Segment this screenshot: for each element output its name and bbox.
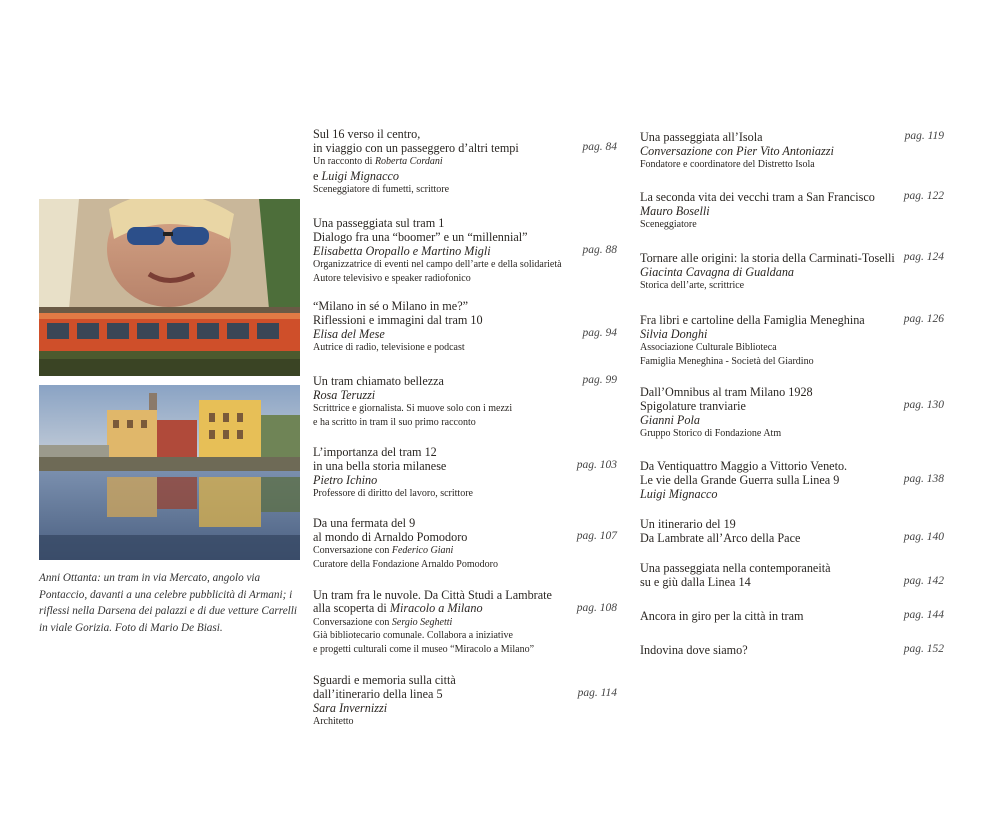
toc-entry xyxy=(313,127,617,196)
toc-author: Rosa Teruzzi xyxy=(313,388,376,402)
toc-description: Famiglia Meneghina - Società del Giardino xyxy=(640,355,814,367)
toc-description: Autore televisivo e speaker radiofonico xyxy=(313,272,471,284)
toc-description: Organizzatrice di eventi nel campo dell’arte e della solidarietà xyxy=(313,259,562,270)
toc-author: Gianni Pola xyxy=(640,413,700,427)
toc-description: Storica dell’arte, scrittrice xyxy=(640,280,745,291)
toc-title-line: Tornare alle origini: la storia della Carminati-Toselli xyxy=(640,251,895,265)
toc-page-number: pag. 124 xyxy=(903,251,944,263)
toc-entry xyxy=(313,299,617,355)
toc-description: Gruppo Storico di Fondazione Atm xyxy=(640,428,782,439)
toc-title-line: Indovina dove siamo? xyxy=(640,643,748,657)
toc-page-number: pag. 107 xyxy=(576,530,617,542)
toc-description: Professore di diritto del lavoro, scrittore xyxy=(313,488,473,499)
toc-text-prefix: Conversazione con xyxy=(313,616,392,628)
toc-description: Curatore della Fondazione Arnaldo Pomodoro xyxy=(313,558,498,570)
toc-text-prefix: alla scoperta di xyxy=(313,601,390,615)
toc-entry xyxy=(640,251,944,293)
toc-entry xyxy=(640,643,944,657)
toc-title-line: Ancora in giro per la città in tram xyxy=(640,609,804,623)
toc-entry xyxy=(640,561,944,589)
toc-page-number: pag. 94 xyxy=(582,327,617,339)
toc-description: e progetti culturali come il museo “Miracolo a Milano” xyxy=(313,643,535,655)
toc-entry xyxy=(313,445,617,501)
toc-entry xyxy=(640,609,944,623)
toc-entry xyxy=(313,516,617,571)
toc-page-number: pag. 152 xyxy=(903,643,944,655)
toc-entry xyxy=(640,313,944,368)
toc-title-line: Una passeggiata nella contemporaneità xyxy=(640,561,831,575)
toc-italic-name: Luigi Mignacco xyxy=(321,168,399,183)
toc-page-number: pag. 84 xyxy=(582,141,617,153)
toc-title-line: “Milano in sé o Milano in me?” xyxy=(313,299,469,313)
toc-author: Sara Invernizzi xyxy=(313,701,388,715)
toc-description: Scrittrice e giornalista. Si muove solo con i mezzi xyxy=(313,403,513,414)
toc-author: Elisa del Mese xyxy=(313,327,385,341)
toc-title-line: Le vie della Grande Guerra sulla Linea 9 xyxy=(640,473,840,487)
toc-title-line: Un itinerario del 19 xyxy=(640,517,736,531)
toc-author: Giacinta Cavagna di Gualdana xyxy=(640,265,795,279)
toc-italic-name: Federico Giani xyxy=(391,545,454,556)
toc-title-line: Spigolature tranviarie xyxy=(640,399,746,413)
toc-entry xyxy=(313,216,617,285)
toc-author: Pietro Ichino xyxy=(313,473,378,487)
toc-text-prefix: Conversazione con xyxy=(313,545,392,556)
toc-author: Elisabetta Oropallo e Martino Migli xyxy=(313,244,491,258)
toc-title-line: Da Ventiquattro Maggio a Vittorio Veneto. xyxy=(640,459,848,473)
toc-title-line: in una bella storia milanese xyxy=(313,459,447,473)
toc-entry xyxy=(640,517,944,545)
toc-page-number: pag. 138 xyxy=(903,473,944,485)
toc-page-number: pag. 130 xyxy=(903,399,944,411)
toc-page-number: pag. 103 xyxy=(576,459,617,471)
toc-title-line: Una passeggiata sul tram 1 xyxy=(313,216,445,230)
toc-description xyxy=(313,602,617,616)
toc-description: Sceneggiatore xyxy=(640,219,697,230)
toc-entry xyxy=(313,673,617,729)
toc-title-line: La seconda vita dei vecchi tram a San Francisco xyxy=(640,190,875,204)
toc-title-line: Riflessioni e immagini dal tram 10 xyxy=(313,313,483,327)
toc-description xyxy=(313,616,617,630)
toc-page-number: pag. 108 xyxy=(576,602,617,614)
toc-entry xyxy=(313,374,617,429)
toc-author: Mauro Boselli xyxy=(640,204,710,218)
toc-title-line: Sul 16 verso il centro, xyxy=(313,127,421,141)
toc-text-prefix: Un racconto di xyxy=(313,156,375,167)
toc-description: Associazione Culturale Biblioteca xyxy=(640,342,777,353)
toc-entry xyxy=(313,588,617,656)
toc-description: Sceneggiatore di fumetti, scrittore xyxy=(313,183,450,195)
toc-italic-name: Sergio Seghetti xyxy=(391,616,453,628)
photo-tram-armani-billboard xyxy=(39,199,300,376)
toc-description: Fondatore e coordinatore del Distretto Isola xyxy=(640,159,815,170)
toc-title-line: L’importanza del tram 12 xyxy=(313,445,437,459)
toc-page-number: pag. 144 xyxy=(903,609,944,621)
photo-darsena-reflections xyxy=(39,385,300,560)
toc-description xyxy=(313,544,617,558)
toc-text-prefix: e xyxy=(313,168,322,183)
toc-title-line: Dall’Omnibus al tram Milano 1928 xyxy=(640,385,813,399)
toc-title-line: dall’itinerario della linea 5 xyxy=(313,687,443,701)
toc-title-line: Fra libri e cartoline della Famiglia Meneghina xyxy=(640,313,865,327)
toc-description: Autrice di radio, televisione e podcast xyxy=(313,342,465,353)
photo-caption: Anni Ottanta: un tram in via Mercato, angolo via Pontaccio, davanti a una celebre pubblicità di Armani; i riflessi nella Darsena dei palazzi e di due vetture Carrelli in viale Gorizia. Foto di Mario De Biasi. xyxy=(39,572,298,634)
toc-title-line: in viaggio con un passeggero d’altri tempi xyxy=(313,141,519,155)
toc-author: Luigi Mignacco xyxy=(640,487,718,501)
toc-entry xyxy=(640,190,944,232)
toc-description: Già bibliotecario comunale. Collabora a iniziative xyxy=(313,630,513,641)
toc-page-number: pag. 142 xyxy=(903,575,944,587)
toc-entry xyxy=(640,130,944,172)
toc-title-line: su e giù dalla Linea 14 xyxy=(640,575,751,589)
toc-entry xyxy=(640,459,944,501)
toc-description: e ha scritto in tram il suo primo racconto xyxy=(313,416,476,428)
toc-title-line: al mondo di Arnaldo Pomodoro xyxy=(313,530,468,544)
toc-title-line: Da Lambrate all’Arco della Pace xyxy=(640,531,801,545)
toc-title-line: Un tram chiamato bellezza xyxy=(313,374,444,388)
toc-entry xyxy=(640,385,944,441)
toc-description: Architetto xyxy=(313,716,354,727)
toc-author: Conversazione con Pier Vito Antoniazzi xyxy=(640,144,834,158)
toc-italic-name: Miracolo a Milano xyxy=(389,601,483,615)
toc-page-number: pag. 140 xyxy=(903,531,944,543)
toc-page-number: pag. 99 xyxy=(582,374,617,386)
toc-italic-name: Roberta Cordani xyxy=(374,156,443,167)
toc-title-line: Da una fermata del 9 xyxy=(313,516,416,530)
toc-page-number: pag. 88 xyxy=(582,244,617,256)
toc-page-number: pag. 114 xyxy=(577,687,617,699)
toc-title-line: Sguardi e memoria sulla città xyxy=(313,673,456,687)
toc-title-line xyxy=(313,169,617,183)
toc-author: Silvia Donghi xyxy=(640,327,708,341)
toc-title-line: Un tram fra le nuvole. Da Città Studi a Lambrate xyxy=(313,588,552,602)
toc-page-number: pag. 126 xyxy=(903,313,944,325)
toc-title-line: Una passeggiata all’Isola xyxy=(640,130,763,144)
toc-page-number: pag. 119 xyxy=(904,130,944,142)
toc-description xyxy=(313,155,617,169)
toc-page-number: pag. 122 xyxy=(903,190,944,202)
toc-title-line: Dialogo fra una “boomer” e un “millennial” xyxy=(313,230,528,244)
